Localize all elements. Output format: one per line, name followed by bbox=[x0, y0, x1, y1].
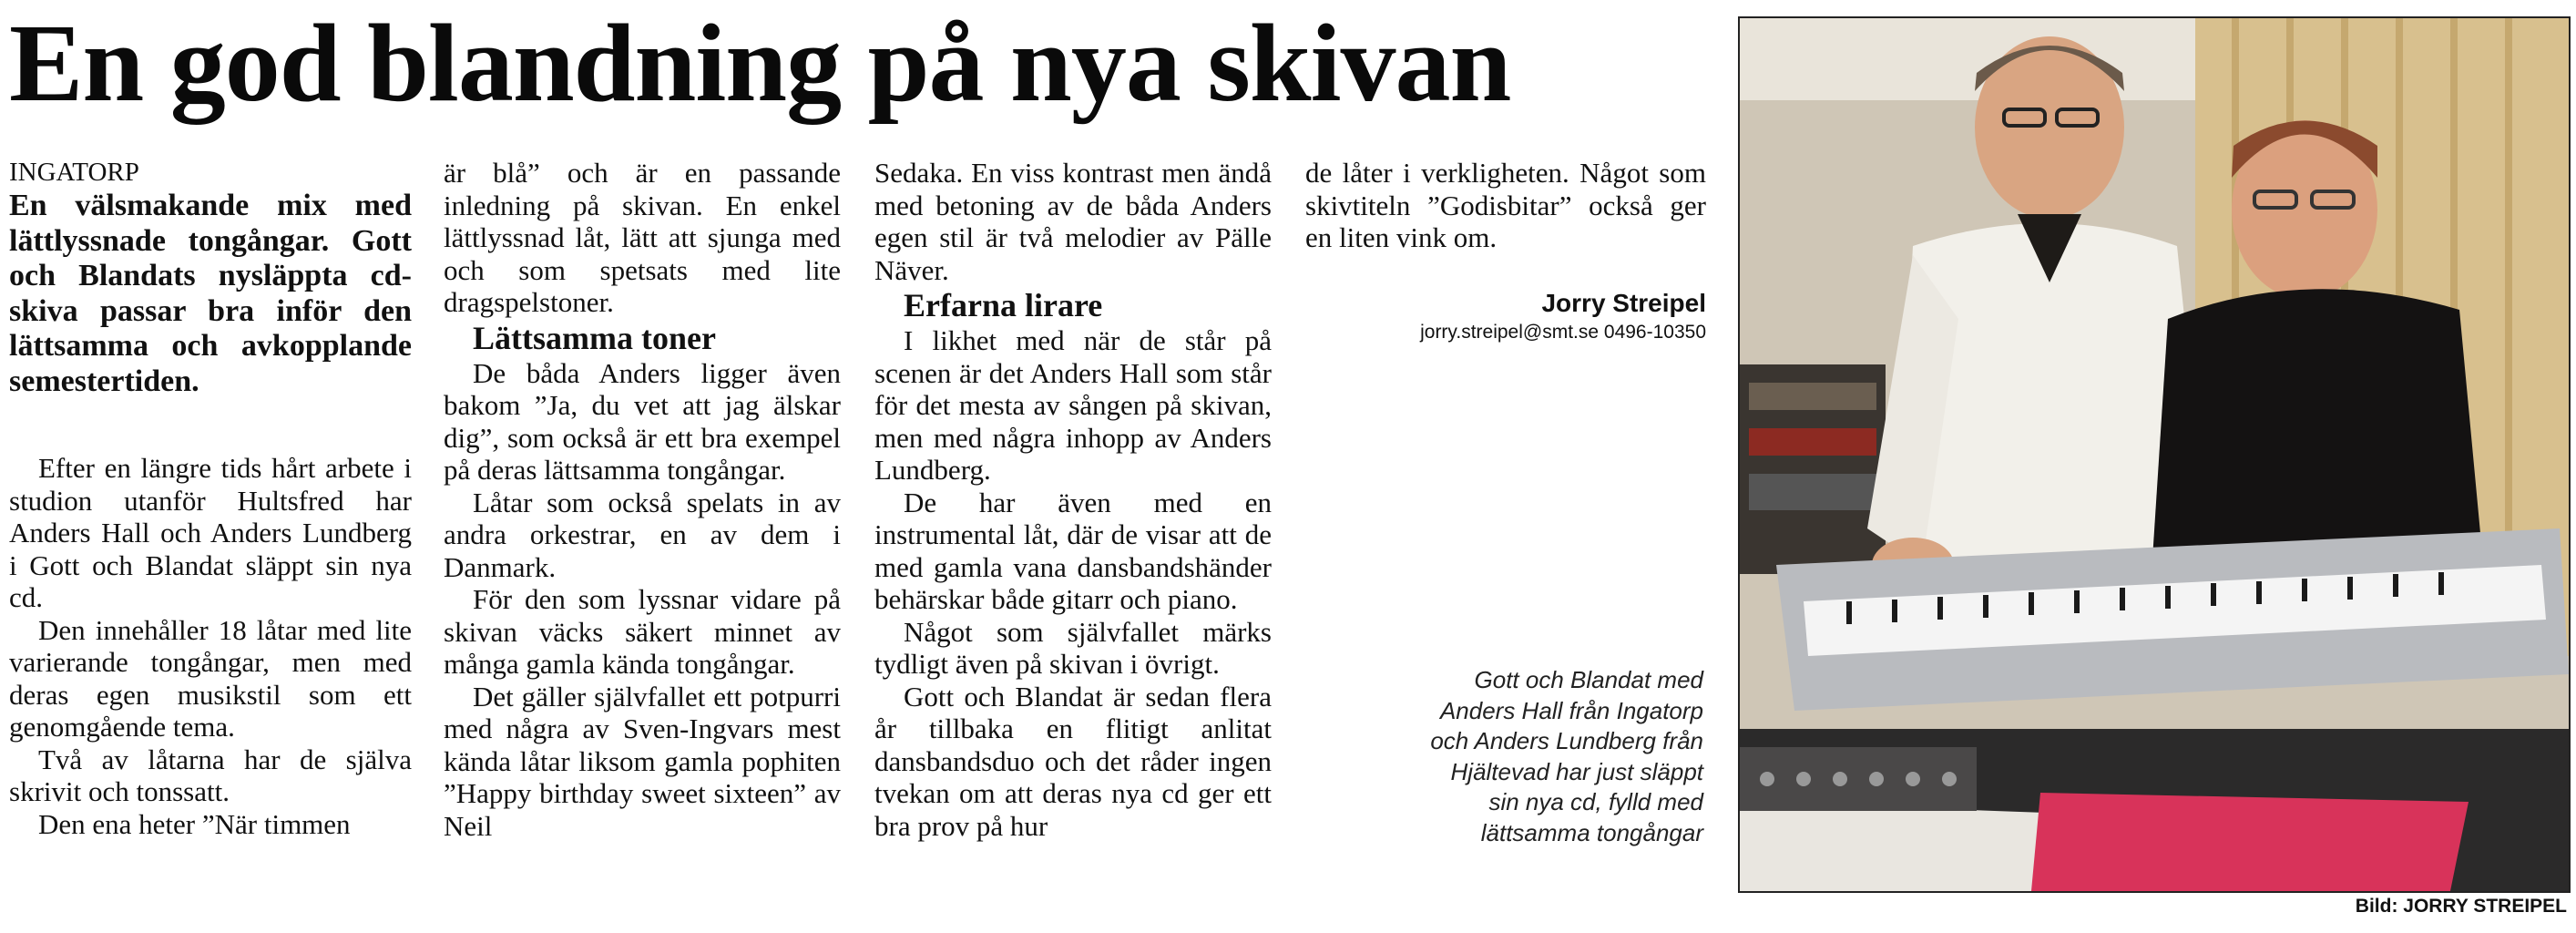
body-paragraph: Sedaka. En viss kontrast men ändå med betoning av de båda Anders egen stil är två melodier av Pälle Näver. bbox=[874, 157, 1272, 286]
photo-illustration bbox=[1740, 18, 2569, 891]
photo-caption: Gott och Blandat med Anders Hall från Ingatorp och Anders Lundberg från Hjältevad har just släppt sin nya cd, fylld med lättsamma tongångar bbox=[1430, 666, 1703, 846]
body-paragraph: de låter i verkligheten. Något som skivtiteln ”Godisbitar” också ger en liten vink om. bbox=[1305, 157, 1706, 253]
article-column-4 bbox=[1305, 157, 1706, 345]
body-paragraph: Det gäller självfallet ett potpurri med några av Sven-Ingvars mest kända låtar liksom gamla pophiten ”Happy birthday sweet sixteen” av Neil bbox=[444, 680, 841, 842]
photo-credit: Bild: JORRY STREIPEL bbox=[2355, 896, 2567, 917]
body-paragraph: är blå” och är en passande inledning på skivan. En enkel lättlyssnad låt, lätt att sjunga med och som spetsats med lite dragspelstoner. bbox=[444, 157, 841, 318]
dateline: INGATORP bbox=[9, 158, 139, 187]
article-column-3 bbox=[874, 157, 1272, 842]
subhead-lattsamma-toner: Lättsamma toner bbox=[473, 319, 716, 356]
article-photo bbox=[1738, 16, 2571, 893]
contact-info: jorry.streipel@smt.se 0496-10350 bbox=[1420, 321, 1706, 343]
body-paragraph: Gott och Blandat är sedan flera år tillbaka en flitigt anlitat dansbandsduo och det råder ingen tvekan om att deras nya cd ger ett bra prov på hur bbox=[874, 680, 1272, 842]
headline: En god blandning på nya skivan bbox=[9, 2, 1511, 125]
body-paragraph: De båda Anders ligger även bakom ”Ja, du vet att jag älskar dig”, som också är ett bra exempel på deras lättsamma tongångar. bbox=[444, 356, 841, 486]
article-column-2 bbox=[444, 157, 841, 842]
body-paragraph: I likhet med när de står på scenen är det Anders Hall som står för det mesta av sången på skivan, men med några inhopp av Anders Lundberg. bbox=[874, 324, 1272, 486]
subhead-erfarna-lirare: Erfarna lirare bbox=[904, 287, 1103, 323]
body-paragraph: Låtar som också spelats in av andra orkestrar, en av dem i Danmark. bbox=[444, 486, 841, 583]
body-paragraph: Efter en längre tids hårt arbete i studion utanför Hultsfred har Anders Hall och Anders Lundberg i Gott och Blandat släppt sin nya cd. bbox=[9, 452, 412, 613]
body-paragraph: Den ena heter ”När timmen bbox=[38, 807, 351, 840]
body-paragraph: Något som självfallet märks tydligt även på skivan i övrigt. bbox=[874, 615, 1272, 680]
body-paragraph: Två av låtarna har de själva skrivit och tonssatt. bbox=[9, 743, 412, 807]
article-column-1 bbox=[9, 157, 412, 840]
body-paragraph: De har även med en instrumental låt, där de visar att de med gamla vana dansbandshänder behärskar både gitarr och piano. bbox=[874, 486, 1272, 615]
body-paragraph: Den innehåller 18 låtar med lite varierande tongångar, men med deras egen musikstil som ett genomgående tema. bbox=[9, 613, 412, 743]
lede: En välsmakande mix med lättlyssnade tongångar. Gott och Blandats nysläppta cd-skiva passar bra inför den lättsamma och avkopplande semestertiden. bbox=[9, 189, 412, 398]
byline: Jorry Streipel bbox=[1541, 288, 1706, 317]
body-paragraph: För den som lyssnar vidare på skivan väcks säkert minnet av många gamla kända tongångar. bbox=[444, 583, 841, 680]
